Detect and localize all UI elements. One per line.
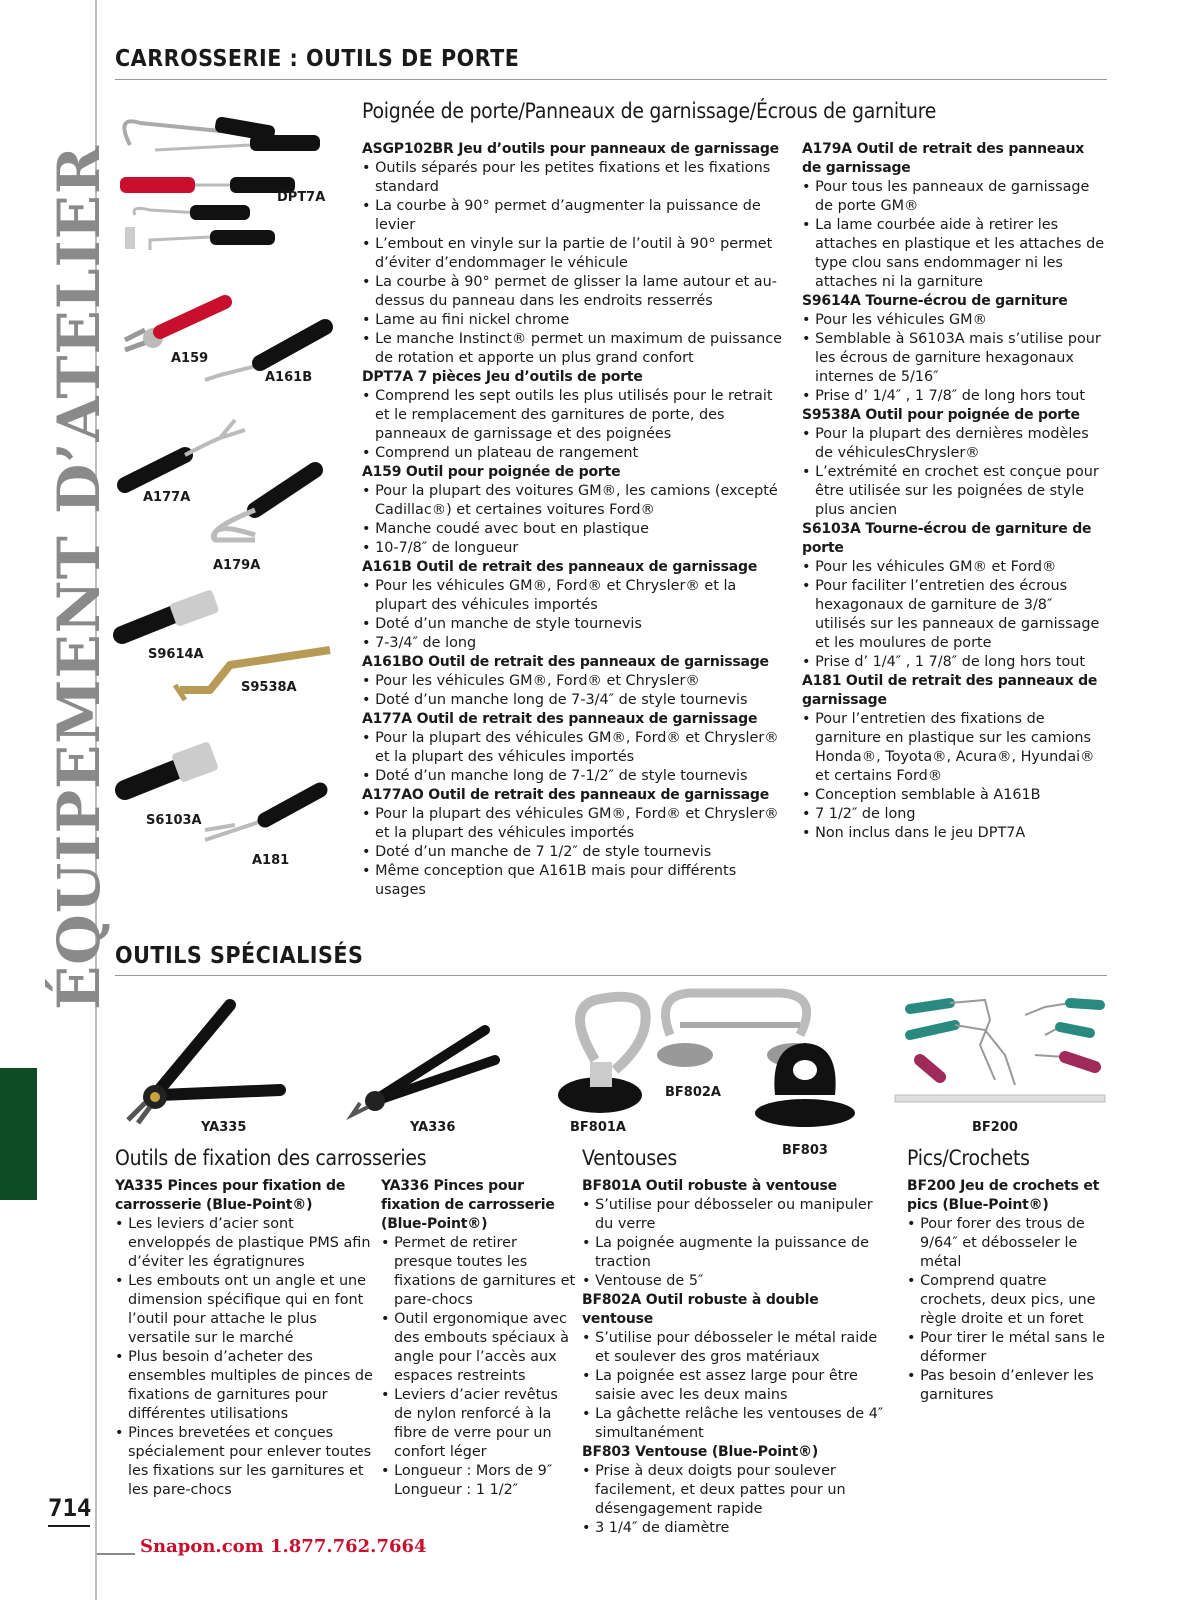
product-bullets (362, 159, 782, 368)
product-title: A161B Outil de retrait des panneaux de garnissage (362, 559, 758, 575)
product-bullets (362, 672, 782, 710)
product-bullet: • Pour tous les panneaux de garnissage de porte GM® (802, 178, 1107, 216)
product-title: YA335 Pinces pour fixation de carrosserie (Blue-Point®) (115, 1178, 346, 1213)
ya336-pliers-image (340, 1015, 510, 1120)
dpt7a-kit-image (110, 105, 350, 265)
product-bullet: • Leviers d’acier revêtus de nylon renforcé à la fibre de verre pour un confort léger (381, 1386, 576, 1462)
product-title: A177AO Outil de retrait des panneaux de garnissage (362, 787, 769, 803)
product-bullet: • Pour les véhicules GM® et Ford® (802, 558, 1107, 577)
a181-tool-image (195, 775, 335, 855)
sidebar-title: ÉQUIPEMENT D’ATELIER (45, 144, 113, 1010)
product-title: A161BO Outil de retrait des panneaux de garnissage (362, 654, 769, 670)
product-bullet: • Les leviers d’acier sont enveloppés de plastique PMS afin d’éviter les égratignures (115, 1215, 377, 1272)
product-bullet: • Comprend les sept outils les plus utilisés pour le retrait et le remplacement des garnitures de porte, des panneaux de garnissage et des poignées (362, 387, 782, 444)
product-bullet: • Pas besoin d’enlever les garnitures (907, 1367, 1107, 1405)
product-title: BF200 Jeu de crochets et pics (Blue-Point®) (907, 1178, 1100, 1213)
product-bullet: • Permet de retirer presque toutes les fixations de garnitures et pare-chocs (381, 1234, 576, 1310)
bf803-suction-image (750, 1035, 860, 1135)
section-heading-door-tools: CARROSSERIE : OUTILS DE PORTE (115, 46, 520, 72)
product-bullet: • Le manche Instinct® permet un maximum de puissance de rotation et apporte un plus grand confort (362, 330, 782, 368)
product-bullets (802, 178, 1107, 292)
label-dpt7a: DPT7A (277, 190, 326, 205)
section-heading-specialized-tools: OUTILS SPÉCIALISÉS (115, 943, 364, 969)
product-bullet: • Conception semblable à A161B (802, 786, 1107, 805)
subheading-suction-cups: Ventouses (582, 1146, 677, 1170)
product-bullet: • La poignée est assez large pour être saisie avec les deux mains (582, 1367, 887, 1405)
product-bullet: • Doté d’un manche long de 7-1/2″ de style tournevis (362, 767, 782, 786)
picks-hooks-column (907, 1177, 1107, 1405)
product-bullet: • 7 1/2″ de long (802, 805, 1107, 824)
label-s9538a: S9538A (241, 680, 297, 695)
product-bullet: • Comprend un plateau de rangement (362, 444, 782, 463)
product-bullets (907, 1215, 1107, 1405)
product-bullet: • S’utilise pour débosseler le métal raide et soulever des gros matériaux (582, 1329, 887, 1367)
label-ya336: YA336 (410, 1120, 456, 1135)
subheading-door-handle: Poignée de porte/Panneaux de garnissage/Écrous de garniture (362, 99, 937, 123)
product-bullet: • La courbe à 90° permet de glisser la lame autour et au-dessus du panneau dans les endroits resserrés (362, 273, 782, 311)
bf200-hooks-image (895, 995, 1110, 1110)
product-title: BF801A Outil robuste à ventouse (582, 1178, 837, 1194)
product-bullet: • Prise d’ 1/4″ , 1 7/8″ de long hors tout (802, 653, 1107, 672)
product-bullets (362, 482, 782, 558)
product-bullet: • La lame courbée aide à retirer les attaches en plastique et les attaches de type clou sans endommager ni les attaches ni la garniture (802, 216, 1107, 292)
product-bullet: • L’extrémité en crochet est conçue pour être utilisée sur les poignées de style plus ancien (802, 463, 1107, 520)
product-bullets (582, 1329, 887, 1443)
product-title: S9614A Tourne-écrou de garniture (802, 293, 1068, 309)
label-a177a: A177A (143, 490, 191, 505)
footer-rule (97, 1553, 135, 1555)
subheading-picks-hooks: Pics/Crochets (907, 1146, 1030, 1170)
label-a161b: A161B (265, 370, 313, 385)
product-bullets (362, 577, 782, 653)
product-bullet: • Semblable à S6103A mais s’utilise pour les écrous de garniture hexagonaux internes de 5/16″ (802, 330, 1107, 387)
product-bullet: • Pour la plupart des véhicules GM®, Ford® et Chrysler® et la plupart des véhicules importés (362, 805, 782, 843)
product-bullets (582, 1196, 887, 1291)
product-bullet: • Pour tirer le métal sans le déformer (907, 1329, 1107, 1367)
product-bullet: • Pour la plupart des dernières modèles de véhiculesChrysler® (802, 425, 1107, 463)
product-bullets (381, 1234, 576, 1500)
door-tools-column-1 (362, 140, 782, 900)
product-bullet: • Outils séparés pour les petites fixations et les fixations standard (362, 159, 782, 197)
product-bullet: • Pour la plupart des véhicules GM®, Ford® et Chrysler® et la plupart des véhicules importés (362, 729, 782, 767)
label-s6103a: S6103A (146, 813, 202, 828)
page-number: 714 (48, 1494, 92, 1522)
product-bullet: • 7-3/4″ de long (362, 634, 782, 653)
product-bullets (802, 710, 1107, 843)
product-bullets (115, 1215, 377, 1500)
footer-contact: Snapon.com 1.877.762.7664 (140, 1536, 427, 1557)
ya335-pliers-image (110, 995, 290, 1125)
product-bullet: • Prise d’ 1/4″ , 1 7/8″ de long hors tout (802, 387, 1107, 406)
product-title: ASGP102BR Jeu d’outils pour panneaux de garnissage (362, 141, 779, 157)
product-title: A177A Outil de retrait des panneaux de garnissage (362, 711, 758, 727)
product-title: S6103A Tourne-écrou de garniture de porte (802, 521, 1092, 556)
subheading-fastener-tools: Outils de fixation des carrosseries (115, 1146, 427, 1170)
product-bullet: • Pour faciliter l’entretien des écrous hexagonaux de garniture de 3/8″ utilisés sur les panneaux de garnissage et les moulures de porte (802, 577, 1107, 653)
product-bullet: • L’embout en vinyle sur la partie de l’outil à 90° permet d’éviter d’endommager le véhicule (362, 235, 782, 273)
product-bullet: • Pour la plupart des voitures GM®, les camions (excepté Cadillac®) et certaines voitures Ford® (362, 482, 782, 520)
product-bullet: • La courbe à 90° permet d’augmenter la puissance de levier (362, 197, 782, 235)
product-bullet: • Pour forer des trous de 9/64″ et débosseler le métal (907, 1215, 1107, 1272)
label-ya335: YA335 (201, 1120, 247, 1135)
product-bullets (802, 558, 1107, 672)
product-bullet: • Longueur : Mors de 9″ Longueur : 1 1/2″ (381, 1462, 576, 1500)
product-title: A159 Outil pour poignée de porte (362, 464, 621, 480)
product-bullet: • Doté d’un manche de 7 1/2″ de style tournevis (362, 843, 782, 862)
product-title: BF802A Outil robuste à double ventouse (582, 1292, 819, 1327)
product-bullet: • Même conception que A161B mais pour différents usages (362, 862, 782, 900)
product-title: A179A Outil de retrait des panneaux de garnissage (802, 141, 1085, 176)
label-a181: A181 (252, 853, 290, 868)
product-bullet: • 10-7/8″ de longueur (362, 539, 782, 558)
product-bullet: • Non inclus dans le jeu DPT7A (802, 824, 1107, 843)
label-s9614a: S9614A (148, 647, 204, 662)
product-bullet: • Doté d’un manche long de 7-3/4″ de style tournevis (362, 691, 782, 710)
product-bullets (802, 311, 1107, 406)
label-bf801a: BF801A (570, 1120, 626, 1135)
product-bullet: • Ventouse de 5″ (582, 1272, 887, 1291)
product-bullet: • Lame au fini nickel chrome (362, 311, 782, 330)
product-bullet: • Pour les véhicules GM® (802, 311, 1107, 330)
product-bullet: • Prise à deux doigts pour soulever facilement, et deux pattes pour un désengagement rapide (582, 1462, 887, 1519)
product-bullet: • Pour l’entretien des fixations de garniture en plastique sur les camions Honda®, Toyota®, Acura®, Hyundai® et certains Ford® (802, 710, 1107, 786)
product-title: BF803 Ventouse (Blue-Point®) (582, 1444, 819, 1460)
section-rule-2 (115, 975, 1107, 976)
page-number-rule (48, 1525, 90, 1527)
section-rule (115, 79, 1107, 80)
label-bf200: BF200 (972, 1120, 1018, 1135)
product-bullet: • La gâchette relâche les ventouses de 4″ simultanément (582, 1405, 887, 1443)
product-bullet: • La poignée augmente la puissance de traction (582, 1234, 887, 1272)
bf801a-suction-image (555, 990, 665, 1115)
fastener-tools-column-1 (115, 1177, 377, 1500)
product-bullet: • Pinces brevetées et conçues spécialement pour enlever toutes les fixations sur les garnitures et les pare-chocs (115, 1424, 377, 1500)
fastener-tools-column-2 (381, 1177, 576, 1500)
section-tab (0, 1068, 37, 1200)
door-tools-column-2 (802, 140, 1107, 843)
product-bullet: • Pour les véhicules GM®, Ford® et Chrysler® et la plupart des véhicules importés (362, 577, 782, 615)
product-bullet: • Doté d’un manche de style tournevis (362, 615, 782, 634)
a179a-tool-image (195, 440, 335, 555)
product-bullets (802, 425, 1107, 520)
product-bullets (362, 805, 782, 900)
product-bullet: • Outil ergonomique avec des embouts spéciaux à angle pour l’accès aux espaces restreints (381, 1310, 576, 1386)
product-bullet: • S’utilise pour débosseler ou manipuler du verre (582, 1196, 887, 1234)
product-title: YA336 Pinces pour fixation de carrosserie (Blue-Point®) (381, 1178, 555, 1232)
product-bullet: • Pour les véhicules GM®, Ford® et Chrysler® (362, 672, 782, 691)
product-bullets (582, 1462, 887, 1538)
product-bullet: • 3 1/4″ de diamètre (582, 1519, 887, 1538)
product-bullet: • Plus besoin d’acheter des ensembles multiples de pinces de fixations de garnitures pour différentes utilisations (115, 1348, 377, 1424)
s9538a-tool-image (170, 630, 340, 715)
label-bf803: BF803 (782, 1143, 828, 1158)
label-bf802a: BF802A (665, 1085, 721, 1100)
product-bullets (362, 729, 782, 786)
product-bullet: • Manche coudé avec bout en plastique (362, 520, 782, 539)
label-a179a: A179A (213, 558, 261, 573)
product-bullet: • Les embouts ont un angle et une dimension spécifique qui en font l’outil pour attache le plus versatile sur le marché (115, 1272, 377, 1348)
product-bullet: • Comprend quatre crochets, deux pics, une règle droite et un foret (907, 1272, 1107, 1329)
product-title: S9538A Outil pour poignée de porte (802, 407, 1080, 423)
product-title: DPT7A 7 pièces Jeu d’outils de porte (362, 369, 643, 385)
suction-cups-column (582, 1177, 887, 1538)
product-title: A181 Outil de retrait des panneaux de garnissage (802, 673, 1098, 708)
product-bullets (362, 387, 782, 463)
label-a159: A159 (171, 351, 209, 366)
